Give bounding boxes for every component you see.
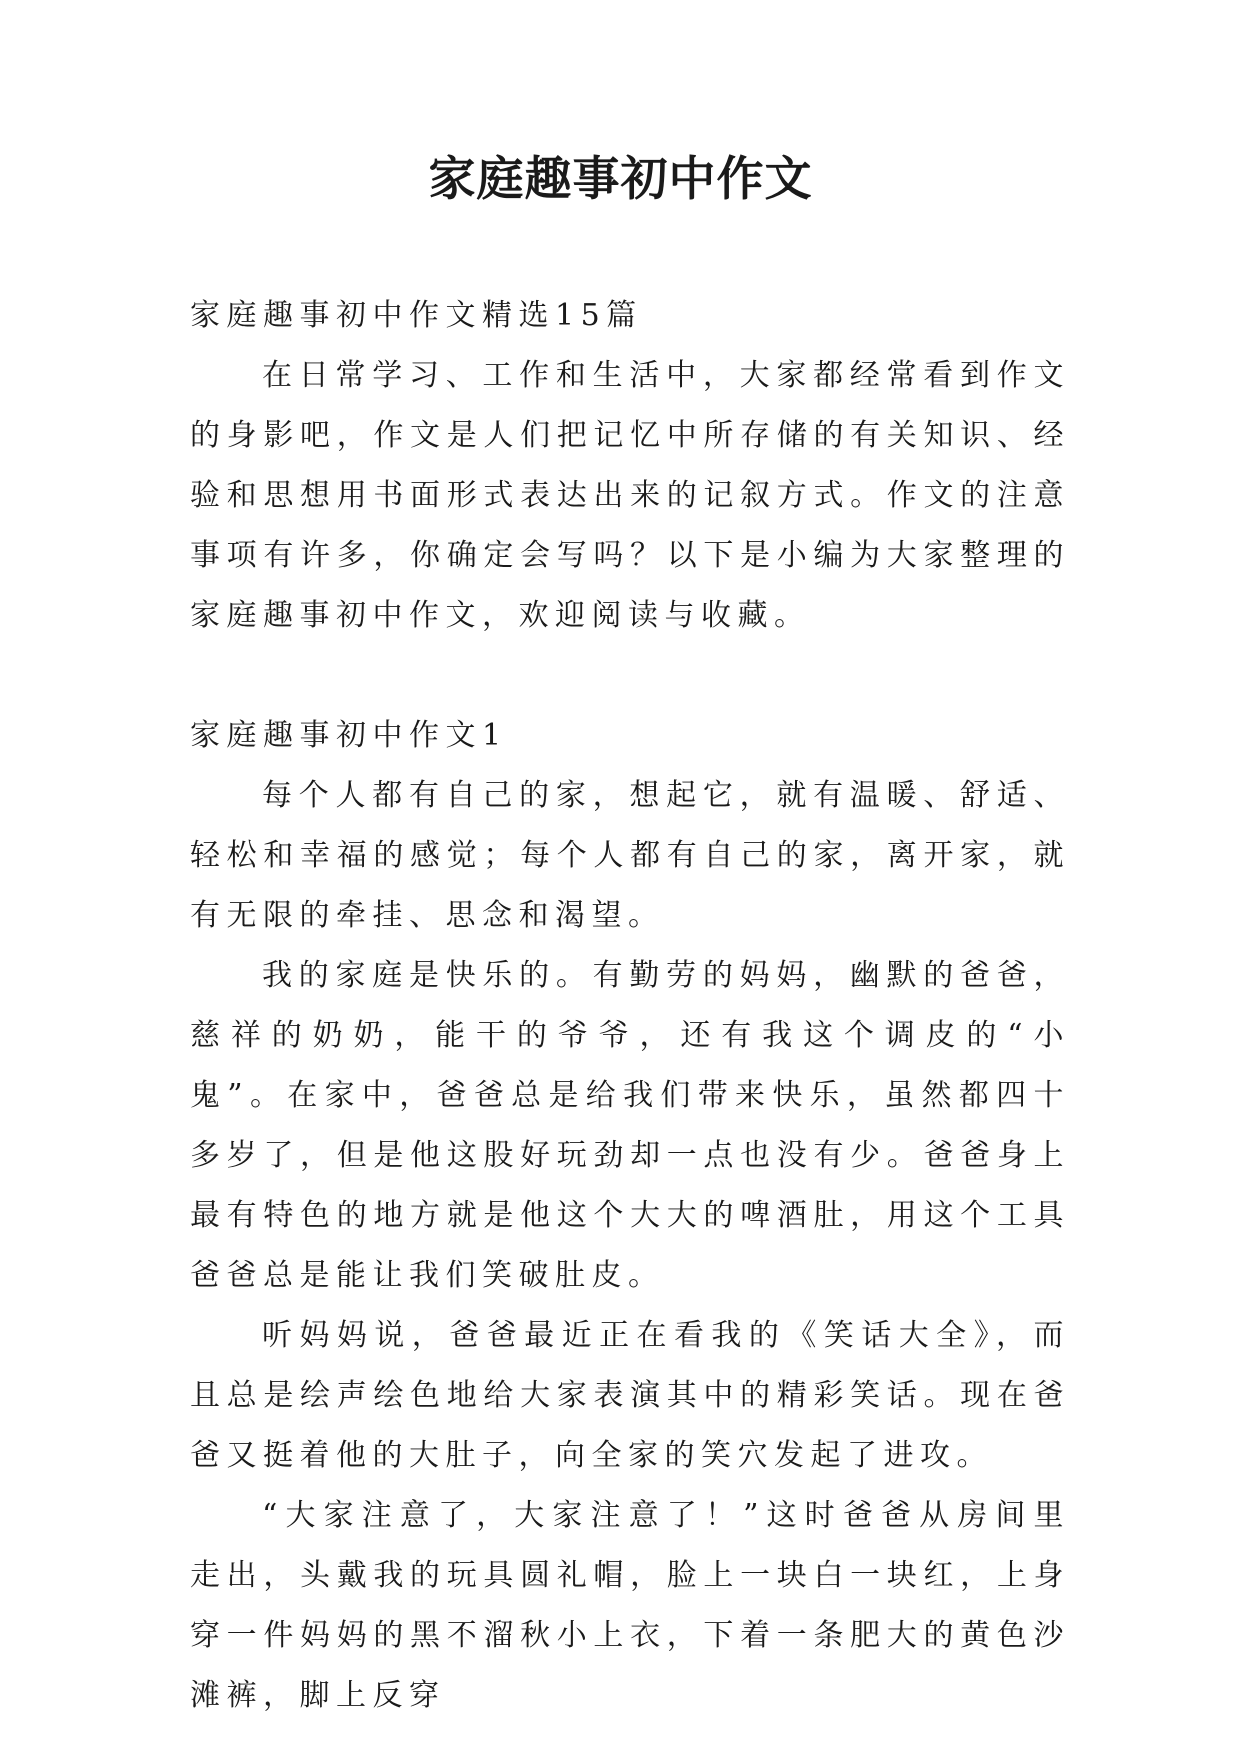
intro-paragraph: 在日常学习、工作和生活中，大家都经常看到作文的身影吧，作文是人们把记忆中所存储的有关知识、经验和思想用书面形式表达出来的记叙方式。作文的注意事项有许多，你确定会写吗？以下是小编为大家整理的家庭趣事初中作文，欢迎阅读与收藏。	[190, 358, 1070, 633]
document-body	[190, 286, 1070, 1726]
section-heading: 家庭趣事初中作文1	[190, 718, 508, 753]
body-paragraph: 每个人都有自己的家，想起它，就有温暖、舒适、轻松和幸福的感觉；每个人都有自己的家，离开家，就有无限的牵挂、思念和渴望。	[190, 778, 1070, 933]
paragraph-gap	[190, 646, 1070, 706]
document-title: 家庭趣事初中作文	[428, 152, 813, 207]
body-paragraph: “大家注意了，大家注意了！”这时爸爸从房间里走出，头戴我的玩具圆礼帽，脸上一块白一块红，上身穿一件妈妈的黑不溜秋小上衣，下着一条肥大的黄色沙滩裤，脚上反穿	[190, 1498, 1070, 1713]
body-paragraph: 听妈妈说，爸爸最近正在看我的《笑话大全》，而且总是绘声绘色地给大家表演其中的精彩笑话。现在爸爸又挺着他的大肚子，向全家的笑穴发起了进攻。	[190, 1318, 1070, 1473]
body-paragraph: 我的家庭是快乐的。有勤劳的妈妈，幽默的爸爸，慈祥的奶奶，能干的爷爷，还有我这个调皮的“小鬼”。在家中，爸爸总是给我们带来快乐，虽然都四十多岁了，但是他这股好玩劲却一点也没有少。爸爸身上最有特色的地方就是他这个大大的啤酒肚，用这个工具爸爸总是能让我们笑破肚皮。	[190, 958, 1070, 1293]
collection-subtitle: 家庭趣事初中作文精选15篇	[190, 298, 643, 333]
